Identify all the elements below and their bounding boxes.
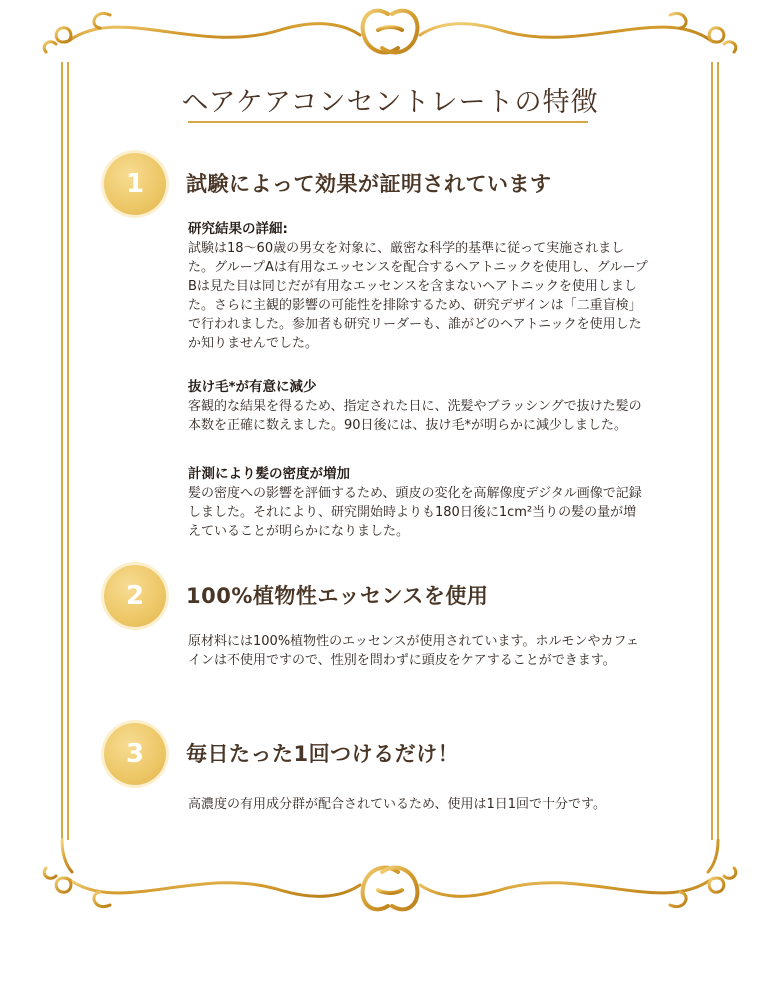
bottom-monogram — [363, 868, 418, 910]
top-flourish — [44, 13, 736, 52]
block-text: 髪の密度への影響を評価するため、頭皮の変化を高解像度デジタル画像で記録しました。それにより、研究開始時よりも180日後に1cm²当りの髪の量が増えていることが明らかになりました。 — [188, 486, 642, 539]
section-text: 原材料には100%植物性のエッセンスが使用されています。ホルモンやカフェインは不使用ですので、性別を問わずに頭皮をケアすることができます。 — [188, 634, 639, 668]
section-text: 高濃度の有用成分群が配合されているため、使用は1日1回で十分です。 — [188, 797, 606, 812]
bottom-flourish — [44, 840, 736, 907]
block-text: 客観的な結果を得るため、指定された日に、洗髪やブラッシングで抜けた髪の本数を正確に数えました。90日後には、抜け毛*が明らかに減少しました。 — [188, 399, 642, 433]
section-heading: 100%植物性エッセンスを使用 — [186, 584, 489, 608]
section-block — [188, 378, 648, 435]
section-heading: 試験によって効果が証明されています — [186, 172, 552, 196]
section-number-badge: 3 — [104, 723, 166, 785]
top-monogram — [363, 11, 418, 53]
section-block — [188, 465, 648, 541]
block-title: 計測により髪の密度が増加 — [188, 466, 350, 482]
section-number-badge: 2 — [104, 565, 166, 627]
section-number-badge: 1 — [104, 153, 166, 215]
block-title: 研究結果の詳細: — [188, 221, 288, 237]
page-title: ヘアケアコンセントレートの特徴 — [181, 87, 599, 118]
block-title: 抜け毛*が有意に減少 — [188, 379, 317, 395]
block-text: 試験は18～60歳の男女を対象に、厳密な科学的基準に従って実施されました。グループAは有用なエッセンスを配合するヘアトニックを使用し、グループBは見た目は同じだが有用なエッセンスを含まないヘアトニックを使用しました。さらに主観的影響の可能性を排除するため、研究デザインは「二重盲検」で行われました。参加者も研究リーダーも、誰がどのヘアトニックを使用したか知りませんでした。 — [188, 241, 648, 351]
title-underline — [188, 121, 588, 123]
section-heading: 毎日たった1回つけるだけ！ — [186, 742, 460, 766]
section-block — [188, 220, 648, 353]
